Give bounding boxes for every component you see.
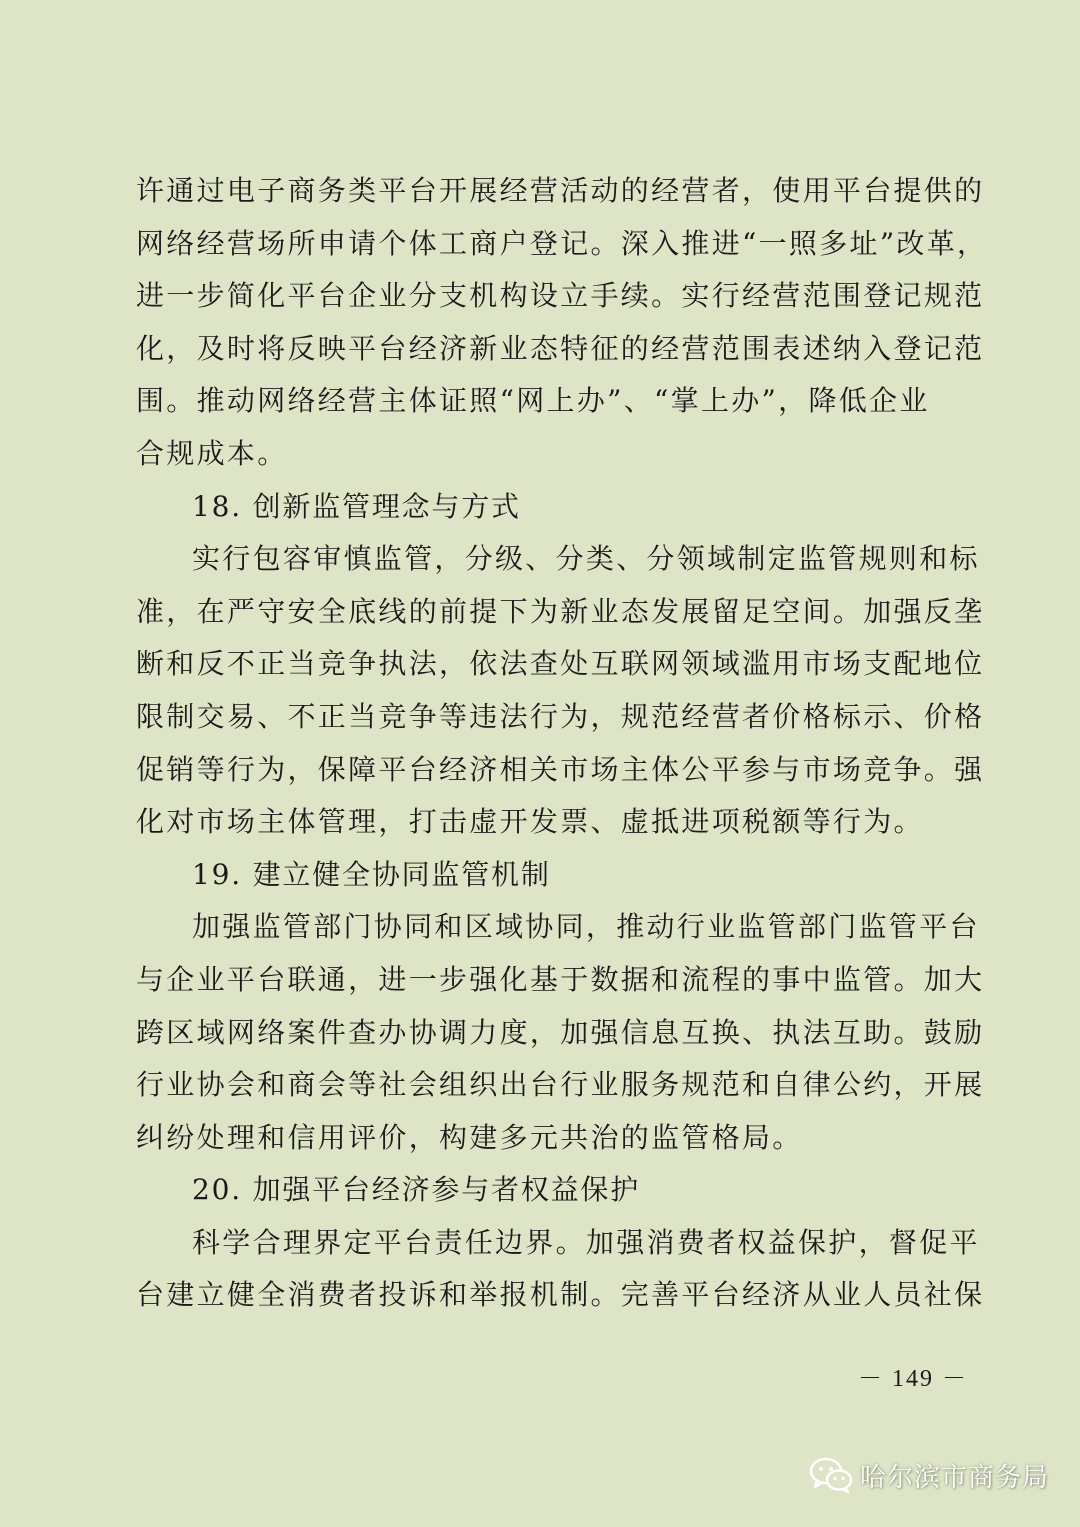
paragraph-line: 化对市场主体管理，打击虚开发票、虚抵进项税额等行为。 xyxy=(136,805,924,839)
watermark xyxy=(808,1455,1049,1495)
page-body xyxy=(136,165,988,1322)
paragraph-line: 准，在严守安全底线的前提下为新业态发展留足空间。加强反垄 xyxy=(136,594,985,628)
paragraph-line: 台建立健全消费者投诉和举报机制。完善平台经济从业人员社保 xyxy=(136,1278,985,1312)
paragraph-line: 合规成本。 xyxy=(136,436,288,470)
section-heading-19: 19. 建立健全协同监管机制 xyxy=(192,857,551,891)
paragraph-line: 加强监管部门协同和区域协同，推动行业监管部门监管平台 xyxy=(192,910,980,944)
section-heading-20: 20. 加强平台经济参与者权益保护 xyxy=(192,1173,641,1207)
watermark-text: 哈尔滨市商务局 xyxy=(860,1462,1050,1493)
paragraph-line: 科学合理界定平台责任边界。加强消费者权益保护，督促平 xyxy=(192,1225,980,1259)
wechat-icon xyxy=(808,1455,854,1495)
paragraph-line: 跨区域网络案件查办协调力度，加强信息互换、执法互助。鼓励 xyxy=(136,1015,985,1049)
paragraph-line: 化，及时将反映平台经济新业态特征的经营范围表述纳入登记范 xyxy=(136,331,985,365)
paragraph-line: 围。推动网络经营主体证照“网上办”、“掌上办”，降低企业 xyxy=(136,384,930,418)
paragraph-line: 断和反不正当竞争执法，依法查处互联网领域滥用市场支配地位 xyxy=(136,647,985,681)
paragraph-line: 行业协会和商会等社会组织出台行业服务规范和自律公约，开展 xyxy=(136,1068,985,1102)
paragraph-line: 限制交易、不正当竞争等违法行为，规范经营者价格标示、价格 xyxy=(136,699,985,733)
paragraph-line: 促销等行为，保障平台经济相关市场主体公平参与市场竞争。强 xyxy=(136,752,985,786)
paragraph-line: 与企业平台联通，进一步强化基于数据和流程的事中监管。加大 xyxy=(136,962,985,996)
paragraph-line: 实行包容审慎监管，分级、分类、分领域制定监管规则和标 xyxy=(192,542,980,576)
paragraph-line: 纠纷处理和信用评价，构建多元共治的监管格局。 xyxy=(136,1120,803,1154)
paragraph-line: 许通过电子商务类平台开展经营活动的经营者，使用平台提供的 xyxy=(136,174,985,207)
section-heading-18: 18. 创新监管理念与方式 xyxy=(192,489,521,523)
paragraph-line: 网络经营场所申请个体工商户登记。深入推进“一照多址”改革， xyxy=(136,226,988,260)
page-number: － 149 － xyxy=(858,1366,968,1392)
paragraph-line: 进一步简化平台企业分支机构设立手续。实行经营范围登记规范 xyxy=(136,279,985,313)
